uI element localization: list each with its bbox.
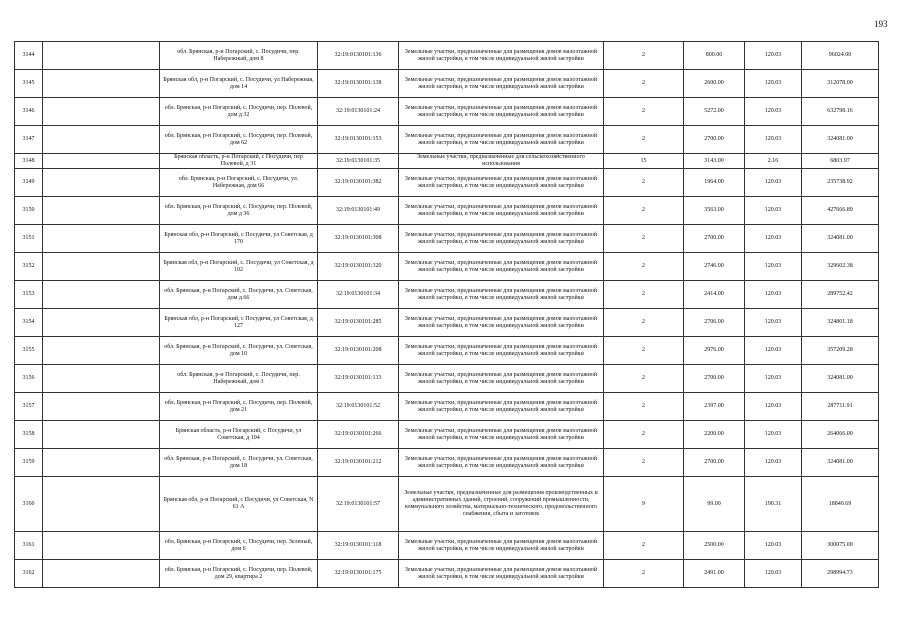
cell-address: Брянская обл, р-н Погарский, с Посудичи, ул Советская, д 127	[160, 309, 318, 337]
cell-cadastral: 32:19:0130101:153	[318, 126, 399, 154]
cell-purpose: Земельные участки, предназначенные для размещения домов малоэтажной жилой застройки, в том числе индивидуальной жилой застройки	[399, 421, 604, 449]
cell-value: 324081.00	[802, 449, 879, 477]
table-row	[15, 309, 879, 337]
cell-area: 2976.00	[684, 337, 745, 365]
cell-address: обл. Брянская, р-н Погарский, с. Посудичи, ул. Набережная, дом 66	[160, 169, 318, 197]
cell-cadastral: 32:19:0130101:57	[318, 477, 399, 532]
cell-purpose: Земельные участки, предназначенные для размещения домов малоэтажной жилой застройки, в том числе индивидуальной жилой застройки	[399, 70, 604, 98]
cell-value: 18840.69	[802, 477, 879, 532]
cell-num: 3151	[15, 225, 43, 253]
empty-cell	[43, 169, 160, 197]
cell-address: обл. Брянская, р-н Погарский, с. Посудичи, пер. Полевой, дом 21	[160, 393, 318, 421]
cell-num: 3145	[15, 70, 43, 98]
cell-num: 3153	[15, 281, 43, 309]
table-row	[15, 126, 879, 154]
cell-rate: 120.03	[745, 337, 802, 365]
cell-value: 298994.73	[802, 560, 879, 588]
cell-value: 312078.00	[802, 70, 879, 98]
empty-cell	[43, 309, 160, 337]
cell-value: 632798.16	[802, 98, 879, 126]
cell-area: 2700.00	[684, 449, 745, 477]
cell-area: 1964.00	[684, 169, 745, 197]
table-row	[15, 337, 879, 365]
table-row	[15, 449, 879, 477]
cell-purpose: Земельные участки, предназначенные для размещения домов малоэтажной жилой застройки, в том числе индивидуальной жилой застройки	[399, 281, 604, 309]
cell-purpose: Земельные участки, предназначенные для размещения домов малоэтажной жилой застройки, в том числе индивидуальной жилой застройки	[399, 365, 604, 393]
empty-cell	[43, 253, 160, 281]
cell-area: 5272.00	[684, 98, 745, 126]
cell-num: 3146	[15, 98, 43, 126]
cell-cadastral: 32:19:0130101:285	[318, 309, 399, 337]
cell-value: 235738.92	[802, 169, 879, 197]
cell-value: 324801.18	[802, 309, 879, 337]
cell-rate: 120.03	[745, 253, 802, 281]
cell-value: 287711.91	[802, 393, 879, 421]
cell-num: 3160	[15, 477, 43, 532]
cell-num: 3161	[15, 532, 43, 560]
cell-code: 2	[604, 393, 684, 421]
cell-area: 99.00	[684, 477, 745, 532]
cell-purpose: Земельные участки, предназначенные для размещения домов малоэтажной жилой застройки, в том числе индивидуальной жилой застройки	[399, 126, 604, 154]
cell-rate: 120.03	[745, 309, 802, 337]
cell-cadastral: 32:19:0130101:35	[318, 154, 399, 169]
cell-purpose: Земельные участки, предназначенные для размещения домов малоэтажной жилой застройки, в том числе индивидуальной жилой застройки	[399, 98, 604, 126]
cell-address: Брянская область, р-н Погарский, с Посудичи, ул Советская, д 104	[160, 421, 318, 449]
cell-cadastral: 32:19:0130101:212	[318, 449, 399, 477]
cell-rate: 120.03	[745, 281, 802, 309]
cell-code: 2	[604, 421, 684, 449]
cell-code: 2	[604, 560, 684, 588]
cell-num: 3152	[15, 253, 43, 281]
cell-area: 2700.00	[684, 365, 745, 393]
table-row	[15, 225, 879, 253]
table-row	[15, 421, 879, 449]
cell-num: 3162	[15, 560, 43, 588]
cell-num: 3150	[15, 197, 43, 225]
cell-code: 2	[604, 309, 684, 337]
cell-cadastral: 32:19:0130101:175	[318, 560, 399, 588]
cell-cadastral: 32:19:0130101:49	[318, 197, 399, 225]
cell-num: 3158	[15, 421, 43, 449]
cell-num: 3159	[15, 449, 43, 477]
cell-value: 300075.00	[802, 532, 879, 560]
cell-code: 2	[604, 169, 684, 197]
cell-code: 2	[604, 70, 684, 98]
cell-value: 96024.00	[802, 42, 879, 70]
empty-cell	[43, 98, 160, 126]
cell-num: 3144	[15, 42, 43, 70]
page-number: 193	[874, 19, 888, 29]
cell-cadastral: 32:19:0130101:208	[318, 337, 399, 365]
cell-rate: 120.03	[745, 197, 802, 225]
cell-cadastral: 32:19:0130101:118	[318, 532, 399, 560]
empty-cell	[43, 197, 160, 225]
table-row	[15, 253, 879, 281]
cell-cadastral: 32:19:0130101:24	[318, 98, 399, 126]
empty-cell	[43, 337, 160, 365]
cell-area: 2200.00	[684, 421, 745, 449]
cell-area: 2600.00	[684, 70, 745, 98]
cell-value: 264066.00	[802, 421, 879, 449]
cell-code: 2	[604, 365, 684, 393]
cell-purpose: Земельные участки, предназначенные для размещения домов малоэтажной жилой застройки, в том числе индивидуальной жилой застройки	[399, 532, 604, 560]
empty-cell	[43, 477, 160, 532]
table-row	[15, 560, 879, 588]
table-row	[15, 98, 879, 126]
cell-value: 427666.89	[802, 197, 879, 225]
cell-code: 2	[604, 449, 684, 477]
cell-area: 800.00	[684, 42, 745, 70]
cell-area: 3563.00	[684, 197, 745, 225]
cell-code: 2	[604, 225, 684, 253]
cell-code: 9	[604, 477, 684, 532]
cell-purpose: Земельные участки, предназначенные для размещения домов малоэтажной жилой застройки, в том числе индивидуальной жилой застройки	[399, 449, 604, 477]
table-row	[15, 154, 879, 169]
empty-cell	[43, 560, 160, 588]
cell-address: Брянская обл, р-н Погарский, с. Посудичи, ул Советская, д 102	[160, 253, 318, 281]
cell-cadastral: 32:19:0130101:382	[318, 169, 399, 197]
cell-rate: 120.03	[745, 449, 802, 477]
cell-value: 324081.00	[802, 365, 879, 393]
cell-code: 2	[604, 281, 684, 309]
empty-cell	[43, 281, 160, 309]
empty-cell	[43, 532, 160, 560]
cell-address: обл. Брянская, р-н Погарский, с. Посудичи, ул. Советская, дом 18	[160, 449, 318, 477]
cell-rate: 120.03	[745, 169, 802, 197]
cell-code: 2	[604, 532, 684, 560]
cell-area: 2746.00	[684, 253, 745, 281]
cell-address: обл. Брянская, р-н Погарский, с. Посудичи, ул. Советская, дом д.66	[160, 281, 318, 309]
cell-num: 3148	[15, 154, 43, 169]
cell-address: Брянская область, р-н Погарский, с Посудичи, пер Полевой, д 31	[160, 154, 318, 169]
cell-cadastral: 32:19:0130101:52	[318, 393, 399, 421]
cell-code: 2	[604, 197, 684, 225]
cell-area: 2706.00	[684, 309, 745, 337]
cell-address: обл. Брянская, р-н Погарский, с. Посудичи, пер. Набережный, дом 8	[160, 42, 318, 70]
cell-area: 2397.00	[684, 393, 745, 421]
empty-cell	[43, 393, 160, 421]
cell-address: обл. Брянская, р-н Погарский, с. Посудичи, пер. Полевой, дом д 32	[160, 98, 318, 126]
cell-code: 2	[604, 42, 684, 70]
empty-cell	[43, 449, 160, 477]
empty-cell	[43, 126, 160, 154]
cell-num: 3147	[15, 126, 43, 154]
cell-code: 2	[604, 253, 684, 281]
cell-purpose: Земельные участки, предназначенные для размещения домов малоэтажной жилой застройки, в том числе индивидуальной жилой застройки	[399, 197, 604, 225]
cell-rate: 120.03	[745, 98, 802, 126]
cell-num: 3156	[15, 365, 43, 393]
table-row	[15, 169, 879, 197]
cell-value: 357209.28	[802, 337, 879, 365]
empty-cell	[43, 421, 160, 449]
cell-area: 2700.00	[684, 225, 745, 253]
cell-purpose: Земельные участки, предназначенные для размещения домов малоэтажной жилой застройки, в том числе индивидуальной жилой застройки	[399, 337, 604, 365]
cell-area: 2500.00	[684, 532, 745, 560]
cell-purpose: Земельные участки, предназначенные для размещения домов малоэтажной жилой застройки, в том числе индивидуальной жилой застройки	[399, 42, 604, 70]
table-row	[15, 197, 879, 225]
cell-value: 289752.42	[802, 281, 879, 309]
land-registry-table	[14, 41, 879, 588]
cell-rate: 120.03	[745, 532, 802, 560]
table-row	[15, 281, 879, 309]
cell-cadastral: 32:19:0130101:133	[318, 365, 399, 393]
table-row	[15, 393, 879, 421]
empty-cell	[43, 225, 160, 253]
cell-address: обл. Брянская, р-н Погарский, с. Посудичи, пер. Зеленый, дом 6	[160, 532, 318, 560]
cell-rate: 120.03	[745, 225, 802, 253]
cell-rate: 120.03	[745, 560, 802, 588]
table-row	[15, 365, 879, 393]
cell-cadastral: 32:19:0130101:138	[318, 70, 399, 98]
cell-rate: 2.16	[745, 154, 802, 169]
cell-purpose: Земельные участки, предназначенные для размещения домов малоэтажной жилой застройки, в том числе индивидуальной жилой застройки	[399, 393, 604, 421]
cell-address: Брянская обл, р-н Погарский, с. Посудичи, ул Набережная, дом 14	[160, 70, 318, 98]
table-row	[15, 532, 879, 560]
cell-cadastral: 32:19:0130101:136	[318, 42, 399, 70]
empty-cell	[43, 70, 160, 98]
cell-area: 3143.00	[684, 154, 745, 169]
cell-area: 2491.00	[684, 560, 745, 588]
cell-purpose: Земельные участки, предназначенные для размещения домов малоэтажной жилой застройки, в том числе индивидуальной жилой застройки	[399, 253, 604, 281]
cell-rate: 120.03	[745, 70, 802, 98]
cell-address: обл. Брянская, р-н Погарский, с. Посудичи, пер. Полевой, дом 62	[160, 126, 318, 154]
table-row	[15, 70, 879, 98]
empty-cell	[43, 154, 160, 169]
cell-cadastral: 32:19:0130101:266	[318, 421, 399, 449]
cell-rate: 120.03	[745, 393, 802, 421]
cell-num: 3154	[15, 309, 43, 337]
cell-num: 3157	[15, 393, 43, 421]
cell-code: 2	[604, 98, 684, 126]
table-row	[15, 42, 879, 70]
cell-rate: 120.03	[745, 365, 802, 393]
cell-purpose: Земельные участки, предназначенные для размещения производственных и административных зданий, строений, сооружений промышленности, коммунального хозяйства, материально-технического, продовольственного снабжения, сбыта и заготовок	[399, 477, 604, 532]
cell-value: 329602.38	[802, 253, 879, 281]
cell-rate: 120.03	[745, 42, 802, 70]
cell-rate: 120.03	[745, 421, 802, 449]
cell-cadastral: 32:19:0130101:320	[318, 253, 399, 281]
empty-cell	[43, 365, 160, 393]
cell-purpose: Земельные участки, предназначенные для размещения домов малоэтажной жилой застройки, в том числе индивидуальной жилой застройки	[399, 309, 604, 337]
cell-rate: 120.03	[745, 126, 802, 154]
cell-code: 2	[604, 126, 684, 154]
cell-code: 2	[604, 337, 684, 365]
cell-code: 15	[604, 154, 684, 169]
cell-num: 3155	[15, 337, 43, 365]
cell-area: 2700.00	[684, 126, 745, 154]
cell-purpose: Земельные участки, предназначенные для размещения домов малоэтажной жилой застройки, в том числе индивидуальной жилой застройки	[399, 225, 604, 253]
cell-rate: 190.31	[745, 477, 802, 532]
table-row	[15, 477, 879, 532]
cell-cadastral: 32:19:0130101:34	[318, 281, 399, 309]
cell-address: обл. Брянская, р-н Погарский, с. Посудичи, пер. Набережный, дом 3	[160, 365, 318, 393]
cell-num: 3149	[15, 169, 43, 197]
cell-purpose: Земельные участки, предназначенные для размещения домов малоэтажной жилой застройки, в том числе индивидуальной жилой застройки	[399, 169, 604, 197]
cell-address: Брянская обл, р-н Погарский, с Посудичи, ул Советская, N 61 А	[160, 477, 318, 532]
cell-cadastral: 32:19:0130101:308	[318, 225, 399, 253]
cell-address: обл. Брянская, р-н Погарский, с. Посудичи, пер. Полевой, дом 29, квартира 2	[160, 560, 318, 588]
cell-address: обл. Брянская, р-н Погарский, с. Посудичи, ул. Советская, дом 10	[160, 337, 318, 365]
cell-address: Брянская обл, р-н Погарский, с Посудичи, ул Советская, д 170	[160, 225, 318, 253]
cell-value: 6803.97	[802, 154, 879, 169]
cell-purpose: Земельные участки, предназначенные для сельскохозяйственного использования	[399, 154, 604, 169]
cell-value: 324081.00	[802, 225, 879, 253]
empty-cell	[43, 42, 160, 70]
cell-value: 324081.00	[802, 126, 879, 154]
cell-purpose: Земельные участки, предназначенные для размещения домов малоэтажной жилой застройки, в том числе индивидуальной жилой застройки	[399, 560, 604, 588]
cell-address: обл. Брянская, р-н Погарский, с. Посудичи, пер. Полевой, дом д 36	[160, 197, 318, 225]
cell-area: 2414.00	[684, 281, 745, 309]
